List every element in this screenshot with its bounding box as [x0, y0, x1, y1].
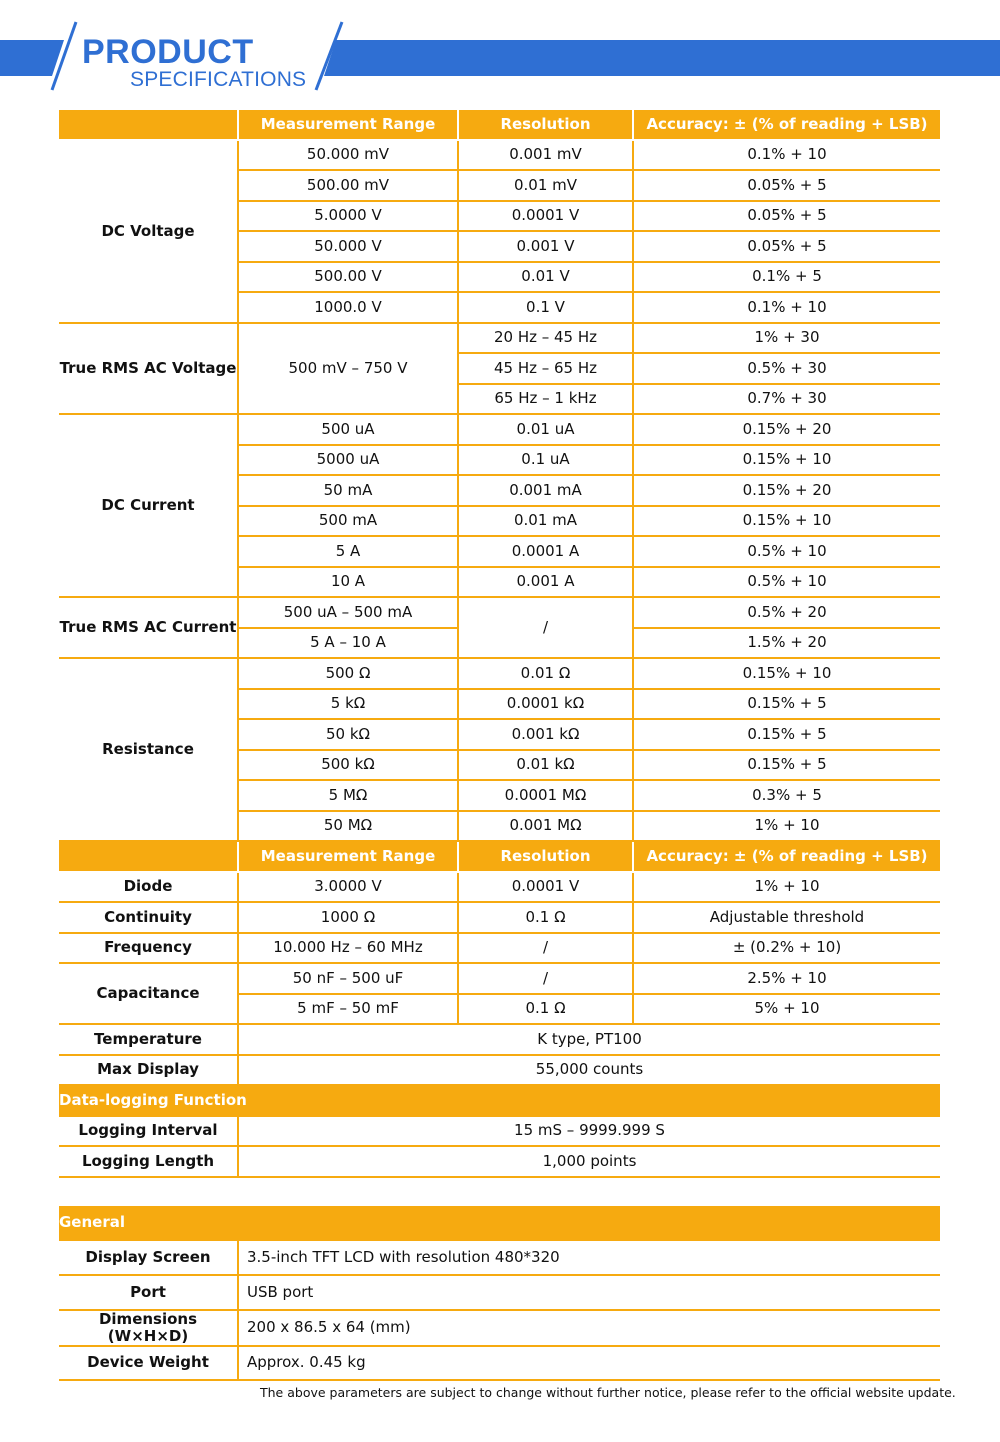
table-row — [59, 414, 940, 445]
cell-resolution: 0.01 uA — [458, 414, 633, 445]
cell-resolution: / — [458, 597, 633, 658]
page-subtitle: SPECIFICATIONS — [130, 68, 307, 91]
header-resolution: Resolution — [458, 841, 633, 872]
cell-range: 500 uA – 500 mA — [238, 597, 458, 628]
cell-resolution: 0.1 Ω — [458, 994, 633, 1025]
cell-accuracy: 0.1% + 10 — [633, 140, 940, 171]
cell-accuracy: 0.15% + 10 — [633, 658, 940, 689]
cell-accuracy: 0.3% + 5 — [633, 780, 940, 811]
table-row — [59, 902, 940, 933]
cell-resolution: 0.0001 V — [458, 201, 633, 232]
cell-value: 1,000 points — [238, 1146, 940, 1177]
table-row — [59, 963, 940, 994]
section-header-general — [59, 1206, 940, 1240]
cell-resolution: 0.01 kΩ — [458, 750, 633, 781]
table-row — [59, 1275, 940, 1310]
cell-accuracy: 0.5% + 10 — [633, 567, 940, 598]
cell-range: 1000.0 V — [238, 292, 458, 323]
cell-range: 50.000 mV — [238, 140, 458, 171]
table-row — [59, 1024, 940, 1055]
table-row — [59, 1055, 940, 1086]
cell-accuracy: 0.7% + 30 — [633, 384, 940, 415]
cell-accuracy: 0.5% + 30 — [633, 353, 940, 384]
cell-resolution: 0.01 mV — [458, 170, 633, 201]
row-label-ac-voltage: True RMS AC Voltage — [59, 323, 238, 415]
cell-accuracy: 5% + 10 — [633, 994, 940, 1025]
cell-range: 5 kΩ — [238, 689, 458, 720]
cell-accuracy: 0.15% + 5 — [633, 689, 940, 720]
cell-resolution: 0.001 kΩ — [458, 719, 633, 750]
cell-resolution: 0.0001 kΩ — [458, 689, 633, 720]
cell-accuracy: 0.5% + 10 — [633, 536, 940, 567]
cell-range: 500 uA — [238, 414, 458, 445]
cell-resolution: 0.0001 A — [458, 536, 633, 567]
cell-accuracy: 0.15% + 10 — [633, 506, 940, 537]
row-label-ac-current: True RMS AC Current — [59, 597, 238, 658]
table-row — [59, 1146, 940, 1177]
header-blank — [59, 841, 238, 872]
cell-resolution: 0.1 V — [458, 292, 633, 323]
cell-resolution: 0.001 A — [458, 567, 633, 598]
cell-resolution: 0.0001 V — [458, 872, 633, 903]
cell-range: 500.00 V — [238, 262, 458, 293]
cell-range: 5.0000 V — [238, 201, 458, 232]
cell-value: USB port — [238, 1275, 940, 1310]
cell-resolution: 0.01 Ω — [458, 658, 633, 689]
cell-accuracy: 0.15% + 20 — [633, 414, 940, 445]
cell-resolution: 0.001 mV — [458, 140, 633, 171]
cell-range: 500 Ω — [238, 658, 458, 689]
cell-range: 5 MΩ — [238, 780, 458, 811]
cell-resolution: 0.1 Ω — [458, 902, 633, 933]
cell-accuracy: 0.5% + 20 — [633, 597, 940, 628]
table-header-row — [59, 110, 940, 140]
table-row — [59, 140, 940, 171]
table-row — [59, 658, 940, 689]
table-row — [59, 872, 940, 903]
cell-value: Approx. 0.45 kg — [238, 1346, 940, 1381]
row-label-dc-voltage: DC Voltage — [59, 140, 238, 323]
cell-range: 10 A — [238, 567, 458, 598]
cell-value: K type, PT100 — [238, 1024, 940, 1055]
cell-range: 500.00 mV — [238, 170, 458, 201]
table-row — [59, 323, 940, 354]
cell-accuracy: 0.05% + 5 — [633, 201, 940, 232]
row-label-frequency: Frequency — [59, 933, 238, 964]
section-header-datalogging — [59, 1085, 940, 1116]
table-row — [59, 1240, 940, 1275]
row-label-max-display: Max Display — [59, 1055, 238, 1086]
cell-range: 500 kΩ — [238, 750, 458, 781]
row-label-capacitance: Capacitance — [59, 963, 238, 1024]
cell-range: 5 A – 10 A — [238, 628, 458, 659]
cell-resolution: 0.1 uA — [458, 445, 633, 476]
header-measurement-range: Measurement Range — [238, 110, 458, 140]
cell-accuracy: 0.15% + 5 — [633, 750, 940, 781]
spec-table-main — [59, 110, 940, 1178]
row-label-dimensions: Dimensions (W×H×D) — [59, 1310, 238, 1346]
table-row — [59, 933, 940, 964]
cell-resolution: 45 Hz – 65 Hz — [458, 353, 633, 384]
cell-range: 1000 Ω — [238, 902, 458, 933]
row-label-logging-interval: Logging Interval — [59, 1116, 238, 1147]
row-label-resistance: Resistance — [59, 658, 238, 841]
cell-accuracy: 0.15% + 20 — [633, 475, 940, 506]
cell-resolution: 65 Hz – 1 kHz — [458, 384, 633, 415]
cell-value: 200 x 86.5 x 64 (mm) — [238, 1310, 940, 1346]
cell-accuracy: 1.5% + 20 — [633, 628, 940, 659]
header-measurement-range: Measurement Range — [238, 841, 458, 872]
cell-accuracy: 0.15% + 5 — [633, 719, 940, 750]
cell-range: 50 nF – 500 uF — [238, 963, 458, 994]
cell-accuracy: 1% + 10 — [633, 872, 940, 903]
cell-accuracy: 0.05% + 5 — [633, 170, 940, 201]
cell-range: 50.000 V — [238, 231, 458, 262]
cell-range: 10.000 Hz – 60 MHz — [238, 933, 458, 964]
cell-range: 50 mA — [238, 475, 458, 506]
cell-resolution: / — [458, 963, 633, 994]
row-label-port: Port — [59, 1275, 238, 1310]
cell-value: 15 mS – 9999.999 S — [238, 1116, 940, 1147]
cell-range: 50 kΩ — [238, 719, 458, 750]
cell-accuracy: 1% + 10 — [633, 811, 940, 842]
cell-range: 500 mV – 750 V — [238, 323, 458, 415]
cell-accuracy: ± (0.2% + 10) — [633, 933, 940, 964]
row-label-display-screen: Display Screen — [59, 1240, 238, 1275]
header-accuracy: Accuracy: ± (% of reading + LSB) — [633, 841, 940, 872]
cell-accuracy: 1% + 30 — [633, 323, 940, 354]
cell-resolution: 20 Hz – 45 Hz — [458, 323, 633, 354]
section-title: General — [59, 1206, 940, 1240]
table-row — [59, 1310, 940, 1346]
cell-accuracy: 0.1% + 5 — [633, 262, 940, 293]
row-label-dc-current: DC Current — [59, 414, 238, 597]
cell-resolution: 0.001 MΩ — [458, 811, 633, 842]
footnote: The above parameters are subject to change without further notice, please refer to the official website update. — [260, 1385, 956, 1400]
header-blank — [59, 110, 238, 140]
table-row — [59, 1116, 940, 1147]
row-label-logging-length: Logging Length — [59, 1146, 238, 1177]
header-resolution: Resolution — [458, 110, 633, 140]
table-header-row — [59, 841, 940, 872]
spec-table-general — [59, 1206, 940, 1381]
header-accuracy: Accuracy: ± (% of reading + LSB) — [633, 110, 940, 140]
page-title: PRODUCT — [82, 33, 254, 71]
cell-resolution: 0.001 V — [458, 231, 633, 262]
cell-accuracy: 0.05% + 5 — [633, 231, 940, 262]
cell-accuracy: 0.1% + 10 — [633, 292, 940, 323]
row-label-temperature: Temperature — [59, 1024, 238, 1055]
cell-range: 5000 uA — [238, 445, 458, 476]
cell-resolution: 0.01 V — [458, 262, 633, 293]
header-banner — [0, 0, 1000, 100]
cell-range: 50 MΩ — [238, 811, 458, 842]
table-row — [59, 1346, 940, 1381]
table-row — [59, 597, 940, 628]
cell-resolution: 0.0001 MΩ — [458, 780, 633, 811]
row-label-device-weight: Device Weight — [59, 1346, 238, 1381]
cell-value: 55,000 counts — [238, 1055, 940, 1086]
cell-range: 3.0000 V — [238, 872, 458, 903]
cell-accuracy: 2.5% + 10 — [633, 963, 940, 994]
cell-accuracy: Adjustable threshold — [633, 902, 940, 933]
cell-value: 3.5-inch TFT LCD with resolution 480*320 — [238, 1240, 940, 1275]
cell-resolution: / — [458, 933, 633, 964]
row-label-continuity: Continuity — [59, 902, 238, 933]
cell-resolution: 0.01 mA — [458, 506, 633, 537]
cell-range: 500 mA — [238, 506, 458, 537]
row-label-diode: Diode — [59, 872, 238, 903]
cell-range: 5 A — [238, 536, 458, 567]
cell-accuracy: 0.15% + 10 — [633, 445, 940, 476]
section-title: Data-logging Function — [59, 1085, 940, 1116]
cell-resolution: 0.001 mA — [458, 475, 633, 506]
cell-range: 5 mF – 50 mF — [238, 994, 458, 1025]
